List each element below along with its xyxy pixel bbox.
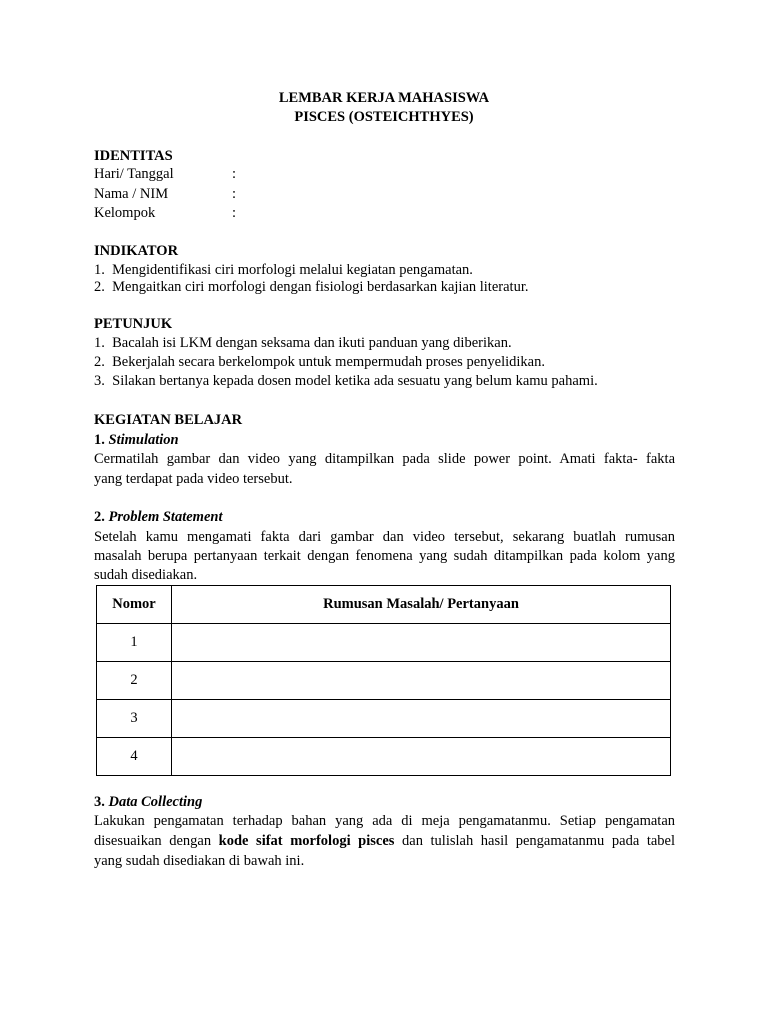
step-number: 1. (94, 432, 105, 448)
table-row (97, 738, 671, 776)
answer-cell[interactable] (172, 738, 671, 776)
step-3-text-line (94, 831, 675, 851)
step-2-text-line: masalah berupa pertanyaan terkait dengan fenomena yang sudah ditampilkan pada kolom yang (94, 548, 675, 564)
step-3-text-line: yang sudah disediakan di bawah ini. (94, 853, 305, 869)
identitas-heading: IDENTITAS (94, 148, 173, 164)
petunjuk-item: 2. Bekerjalah secara berkelompok untuk mempermudah proses penyelidikan. (94, 354, 545, 370)
document-title: LEMBAR KERJA MAHASISWA (278, 90, 490, 106)
row-number: 1 (97, 624, 172, 662)
petunjuk-item: 1. Bacalah isi LKM dengan seksama dan ikuti panduan yang diberikan. (94, 335, 512, 351)
step-3-text-line: Lakukan pengamatan terhadap bahan yang ada di meja pengamatanmu. Setiap pengamatan (94, 813, 675, 829)
answer-cell[interactable] (172, 624, 671, 662)
step-number: 3. (94, 794, 105, 810)
petunjuk-heading: PETUNJUK (94, 316, 173, 332)
column-header-rumusan: Rumusan Masalah/ Pertanyaan (172, 586, 671, 624)
step-2-text-line: sudah disediakan. (94, 567, 198, 583)
table-row (97, 624, 671, 662)
step-number: 2. (94, 509, 105, 525)
emphasis-text: kode sifat morfologi pisces (218, 833, 395, 849)
table-row (97, 662, 671, 700)
step-1-text-line: yang terdapat pada video tersebut. (94, 471, 293, 487)
indikator-item: 2. Mengaitkan ciri morfologi dengan fisiologi berdasarkan kajian literatur. (94, 279, 529, 295)
kegiatan-heading: KEGIATAN BELAJAR (94, 412, 243, 428)
field-label-tanggal: Hari/ Tanggal (94, 166, 174, 182)
step-1-heading (94, 431, 179, 450)
row-number: 4 (97, 738, 172, 776)
rumusan-masalah-table (96, 585, 671, 776)
indikator-item: 1. Mengidentifikasi ciri morfologi melalui kegiatan pengamatan. (94, 262, 473, 278)
table-row (97, 700, 671, 738)
field-label-nama: Nama / NIM (94, 186, 169, 202)
text-segment: dan tulislah hasil pengamatanmu pada tabel (394, 833, 675, 849)
text-segment: disesuaikan dengan (94, 833, 219, 849)
indikator-heading: INDIKATOR (94, 243, 179, 259)
field-colon: : (232, 166, 237, 182)
field-colon: : (232, 205, 237, 221)
petunjuk-item: 3. Silakan bertanya kepada dosen model ketika ada sesuatu yang belum kamu pahami. (94, 373, 598, 389)
step-2-heading (94, 508, 222, 527)
table-header-row (97, 586, 671, 624)
document-subtitle: PISCES (OSTEICHTHYES) (294, 109, 474, 125)
answer-cell[interactable] (172, 700, 671, 738)
field-colon: : (232, 186, 237, 202)
step-3-heading (94, 793, 202, 812)
step-title: Data Collecting (108, 794, 203, 810)
field-label-kelompok: Kelompok (94, 205, 156, 221)
row-number: 2 (97, 662, 172, 700)
step-1-text-line: Cermatilah gambar dan video yang ditampilkan pada slide power point. Amati fakta- fakta (94, 451, 675, 467)
step-title: Stimulation (108, 432, 179, 448)
step-2-text-line: Setelah kamu mengamati fakta dari gambar dan video tersebut, sekarang buatlah rumusan (94, 529, 675, 545)
answer-cell[interactable] (172, 662, 671, 700)
row-number: 3 (97, 700, 172, 738)
column-header-nomor: Nomor (97, 586, 172, 624)
step-title: Problem Statement (108, 509, 223, 525)
